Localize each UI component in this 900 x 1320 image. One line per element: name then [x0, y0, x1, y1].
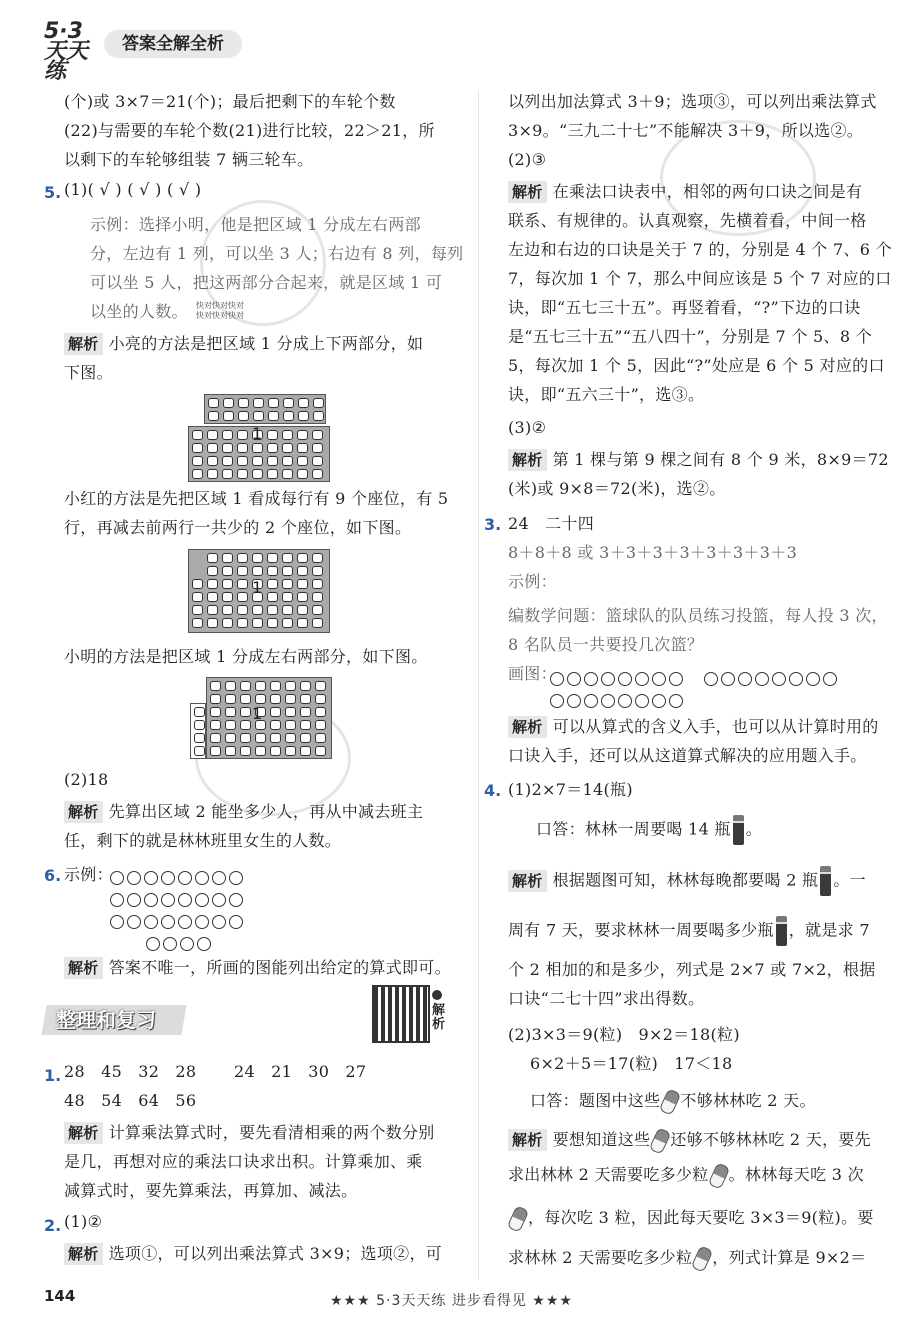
analysis-line — [64, 955, 451, 979]
pill-icon — [659, 1088, 682, 1116]
text-line: 小红的方法是先把区域 1 看成每行有 9 个座位，有 5 — [64, 489, 449, 508]
seat-icon — [225, 694, 236, 704]
analysis-line — [64, 331, 423, 355]
text-line: 以剩下的车轮够组装 7 辆三轮车。 — [64, 150, 314, 169]
seat-icon — [192, 618, 203, 628]
analysis-text: ，列式计算是 9×2＝ — [712, 1248, 867, 1267]
seat-icon — [270, 681, 281, 691]
seat-icon — [240, 733, 251, 743]
seat-icon — [207, 443, 218, 453]
seat-icon — [312, 553, 323, 563]
seat-icon — [297, 553, 308, 563]
analysis-text: 计算乘法算式时，要先看清相乘的两个数分别 — [108, 1123, 435, 1142]
analysis-tag: 解析 — [64, 1122, 103, 1144]
seat-icon — [297, 443, 308, 453]
seat-icon — [270, 694, 281, 704]
seat-icon — [298, 411, 309, 421]
analysis-line — [64, 1120, 435, 1144]
answer-line: 口答：林林一周要喝 14 瓶 。 — [536, 815, 762, 845]
seat-icon — [210, 720, 221, 730]
seat-icon — [240, 720, 251, 730]
seat-icon — [282, 605, 293, 615]
header-tag: 答案全解全析 — [104, 30, 242, 58]
seat-icon — [267, 443, 278, 453]
seat-icon — [222, 618, 233, 628]
seat-icon — [283, 398, 294, 408]
text-line: (米)或 9×8＝72(米)，选②。 — [508, 479, 726, 498]
drawing-label: 画图： — [508, 664, 557, 683]
seat-icon — [240, 707, 251, 717]
seat-icon — [237, 553, 248, 563]
seat-icon — [297, 469, 308, 479]
text-line: 诀，即“五六三十”，选③。 — [508, 385, 705, 404]
seat-icon — [282, 566, 293, 576]
seat-icon — [207, 456, 218, 466]
seat-icon — [252, 566, 263, 576]
seat-block-top — [204, 394, 326, 424]
question-number: 3. — [484, 515, 502, 534]
seat-icon — [315, 746, 326, 756]
seat-icon — [240, 681, 251, 691]
seat-icon — [268, 398, 279, 408]
analysis-text: ，每次吃 3 粒，因此每天要吃 3×3＝9(粒)。要 — [528, 1208, 874, 1227]
seat-icon — [192, 430, 203, 440]
seat-icon — [207, 469, 218, 479]
seat-icon — [282, 456, 293, 466]
analysis-text: 根据题图可知，林林每晚都要喝 2 瓶 — [552, 870, 819, 890]
analysis-tag: 解析 — [508, 870, 547, 892]
seat-icon — [267, 430, 278, 440]
analysis-tag: 解析 — [64, 1243, 103, 1265]
seat-icon — [237, 469, 248, 479]
circle-drawing — [110, 866, 246, 954]
example-line: 以坐的人数。 — [90, 302, 188, 321]
example-line: 分，左边有 1 列，可以坐 3 人；右边有 8 列，每列 — [90, 244, 464, 263]
seat-icon — [282, 443, 293, 453]
analysis-text: 先算出区域 2 能坐多少人，再从中减去班主 — [108, 802, 424, 821]
question-number: 5. — [44, 183, 62, 202]
page-number: 144 — [44, 1287, 76, 1305]
seat-icon — [313, 411, 324, 421]
bottle-icon — [776, 916, 787, 946]
region-label: 1 — [252, 704, 263, 723]
example-label: 示例： — [64, 865, 113, 884]
text-line: 下图。 — [64, 363, 113, 382]
seat-icon — [192, 469, 203, 479]
seat-block-right — [206, 677, 332, 759]
seat-icon — [282, 469, 293, 479]
text-line — [508, 1205, 874, 1231]
seat-icon — [315, 733, 326, 743]
seat-icon — [252, 469, 263, 479]
answer-line: (2)③ — [508, 150, 547, 169]
seat-icon — [210, 681, 221, 691]
analysis-line — [508, 179, 862, 203]
bottle-icon — [733, 815, 744, 845]
seat-icon — [223, 398, 234, 408]
pill-icon — [691, 1245, 714, 1273]
text-line: 诀，即“五七三十五”。再竖着看，“?”下边的口诀 — [508, 298, 861, 317]
analysis-text: 选项①，可以列出乘法算式 3×9；选项②，可 — [108, 1244, 443, 1263]
seat-icon — [207, 553, 218, 563]
pill-icon — [649, 1127, 672, 1155]
analysis-text: 求出林林 2 天需要吃多少粒 — [508, 1165, 709, 1184]
answer-line: (1)( √ ) ( √ ) ( √ ) — [64, 180, 202, 199]
answer-line: (2)3×3＝9(粒) 9×2＝18(粒) — [508, 1025, 740, 1044]
text-line: 口诀“二七十四”求出得数。 — [508, 989, 705, 1008]
seat-icon — [207, 566, 218, 576]
example-label: 示例： — [508, 572, 557, 591]
seat-icon — [252, 553, 263, 563]
analysis-line — [508, 447, 889, 471]
text-line: 行，再减去前两行一共少的 2 个座位，如下图。 — [64, 518, 412, 537]
seat-icon — [192, 443, 203, 453]
seat-icon — [267, 605, 278, 615]
seat-icon — [315, 720, 326, 730]
seat-icon — [223, 411, 234, 421]
seat-icon — [282, 592, 293, 602]
seat-icon — [297, 605, 308, 615]
question-number: 1. — [44, 1066, 62, 1085]
answer-text: 口答：题图中这些 — [530, 1091, 661, 1110]
seat-icon — [270, 707, 281, 717]
answer-text: 口答：林林一周要喝 14 瓶 — [536, 819, 731, 839]
seat-icon — [312, 566, 323, 576]
pill-icon — [507, 1205, 530, 1233]
text-line — [508, 916, 870, 946]
answer-line: 6×2＋5＝17(粒) 17＜18 — [530, 1054, 733, 1073]
seat-icon — [207, 605, 218, 615]
seat-icon — [270, 733, 281, 743]
analysis-text: 在乘法口诀表中，相邻的两句口诀之间是有 — [552, 182, 863, 201]
seat-icon — [282, 553, 293, 563]
seat-icon — [255, 681, 266, 691]
seat-icon — [225, 746, 236, 756]
text-line: 联系、有规律的。认真观察，先横着看，中间一格 — [508, 211, 867, 230]
seat-icon — [252, 618, 263, 628]
seat-icon — [252, 443, 263, 453]
seat-icon — [285, 746, 296, 756]
analysis-line — [508, 866, 866, 896]
seat-icon — [237, 605, 248, 615]
seat-icon — [208, 411, 219, 421]
answer-line — [530, 1088, 816, 1114]
analysis-tag: 解析 — [508, 716, 547, 738]
seat-icon — [222, 579, 233, 589]
seat-icon — [237, 579, 248, 589]
answer-line: (1)2×7＝14(瓶) — [508, 780, 633, 799]
seat-icon — [237, 592, 248, 602]
answer-line: (3)② — [508, 418, 547, 437]
seat-icon — [194, 733, 205, 743]
answer-line: 24 二十四 — [508, 514, 595, 533]
seat-icon — [210, 733, 221, 743]
seat-icon — [222, 456, 233, 466]
analysis-line — [64, 799, 423, 823]
seat-icon — [225, 707, 236, 717]
circle-drawing — [550, 667, 840, 711]
seat-icon — [207, 579, 218, 589]
seat-block-left — [190, 703, 206, 759]
seat-icon — [268, 411, 279, 421]
seat-icon — [255, 694, 266, 704]
answer-line: 28 45 32 28 24 21 30 27 — [64, 1062, 367, 1081]
seat-icon — [270, 746, 281, 756]
seat-icon — [313, 398, 324, 408]
seat-icon — [207, 592, 218, 602]
seat-icon — [192, 579, 203, 589]
seat-icon — [285, 681, 296, 691]
seat-icon — [312, 618, 323, 628]
seat-icon — [222, 443, 233, 453]
seat-icon — [300, 720, 311, 730]
analysis-text: 还够不够林林吃 2 天，要先 — [670, 1130, 871, 1149]
seat-icon — [297, 456, 308, 466]
stamp-text: 快对快对快对 — [196, 301, 244, 310]
seat-icon — [312, 456, 323, 466]
seat-icon — [312, 605, 323, 615]
seat-icon — [267, 553, 278, 563]
example-line: 编数学问题：篮球队的队员练习投篮，每人投 3 次， — [508, 606, 888, 625]
section-title: 整理和复习 — [56, 1008, 156, 1032]
question-number: 6. — [44, 866, 62, 885]
analysis-tag: 解析 — [508, 1129, 547, 1151]
seat-icon — [267, 469, 278, 479]
text-line: 口诀入手，还可以从这道算式解决的应用题入手。 — [508, 746, 867, 765]
analysis-text: 答案不唯一，所画的图能列出给定的算式即可。 — [108, 958, 451, 977]
text-line: 减算式时，要先算乘法，再算加、减法。 — [64, 1181, 358, 1200]
seat-icon — [297, 592, 308, 602]
analysis-text: 。一 — [833, 870, 866, 890]
text-line: 5，每次加 1 个 5，因此“?”处应是 6 个 5 对应的口 — [508, 356, 885, 375]
text-line: 是几，再想对应的乘法口诀求出积。计算乘加、乘 — [64, 1152, 423, 1171]
column-divider — [478, 90, 479, 1280]
seat-icon — [222, 553, 233, 563]
answer-line: (2)18 — [64, 770, 109, 789]
seat-icon — [285, 733, 296, 743]
text-line: (个)或 3×7＝21(个)；最后把剩下的车轮个数 — [64, 92, 396, 111]
seat-icon — [252, 456, 263, 466]
seat-icon — [297, 566, 308, 576]
text-line: 以列出加法算式 3＋9；选项③，可以列出乘法算式 — [508, 92, 877, 111]
pill-icon — [707, 1162, 730, 1190]
analysis-text: 。林林每天吃 3 次 — [728, 1165, 864, 1184]
seat-icon — [192, 592, 203, 602]
seat-icon — [315, 694, 326, 704]
seat-icon — [210, 707, 221, 717]
seat-icon — [270, 720, 281, 730]
answer-line: 8＋8＋8 或 3＋3＋3＋3＋3＋3＋3＋3 — [508, 543, 798, 562]
seat-icon — [300, 746, 311, 756]
text-line — [508, 1245, 866, 1271]
seat-icon — [225, 733, 236, 743]
text-line: 任，剩下的就是林林班里女生的人数。 — [64, 831, 342, 850]
seat-icon — [283, 411, 294, 421]
example-line: 示例：选择小明，他是把区域 1 分成左右两部 — [90, 215, 421, 234]
seat-icon — [285, 720, 296, 730]
seat-icon — [237, 456, 248, 466]
seat-icon — [255, 746, 266, 756]
text-line: 是“五七三十五”“五八四十”，分别是 7 个 5、8 个 — [508, 327, 873, 346]
seat-icon — [312, 443, 323, 453]
answer-text: 不够林林吃 2 天。 — [680, 1091, 816, 1110]
seat-icon — [222, 605, 233, 615]
seat-icon — [207, 430, 218, 440]
analysis-line — [64, 1241, 442, 1265]
seat-icon — [225, 720, 236, 730]
seat-icon — [267, 566, 278, 576]
seat-icon — [222, 430, 233, 440]
analysis-text: 可以从算式的含义入手，也可以从计算时用的 — [552, 717, 879, 736]
question-number: 2. — [44, 1216, 62, 1235]
seat-icon — [297, 618, 308, 628]
seat-icon — [208, 398, 219, 408]
text-line — [508, 1162, 864, 1188]
seat-icon — [300, 733, 311, 743]
seat-icon — [222, 592, 233, 602]
seat-icon — [285, 707, 296, 717]
example-line: 可以坐 5 人，把这两部分合起来，就是区域 1 可 — [90, 273, 443, 292]
analysis-text: 小亮的方法是把区域 1 分成上下两部分，如 — [108, 334, 424, 353]
text-line: 7，每次加 1 个 7，那么中间应该是 5 个 7 对应的口 — [508, 269, 892, 288]
seat-icon — [285, 694, 296, 704]
region-label: 1 — [252, 424, 263, 443]
seat-icon — [194, 707, 205, 717]
text-line: (22)与需要的车轮个数(21)进行比较，22＞21，所 — [64, 121, 435, 140]
seat-icon — [240, 746, 251, 756]
question-number: 4. — [484, 781, 502, 800]
qr-label — [432, 990, 446, 1032]
seat-icon — [315, 707, 326, 717]
seat-icon — [237, 430, 248, 440]
seat-icon — [267, 579, 278, 589]
qr-label-text: 解析 — [432, 1003, 446, 1032]
seat-icon — [298, 398, 309, 408]
analysis-text: 要想知道这些 — [552, 1130, 651, 1149]
seat-icon — [315, 681, 326, 691]
seat-icon — [267, 456, 278, 466]
answer-line: (1)② — [64, 1212, 103, 1231]
seat-icon — [300, 681, 311, 691]
seat-icon — [282, 618, 293, 628]
seat-icon — [237, 566, 248, 576]
seat-icon — [222, 566, 233, 576]
text-line: 小明的方法是把区域 1 分成左右两部分，如下图。 — [64, 647, 428, 666]
seat-icon — [282, 430, 293, 440]
analysis-tag: 解析 — [508, 449, 547, 471]
seat-icon — [297, 579, 308, 589]
region-label: 1 — [252, 578, 263, 597]
seat-icon — [225, 681, 236, 691]
seat-icon — [252, 605, 263, 615]
analysis-tag: 解析 — [64, 957, 103, 979]
analysis-tag: 解析 — [64, 801, 103, 823]
seat-icon — [237, 618, 248, 628]
seat-icon — [194, 746, 205, 756]
bottle-icon — [820, 866, 831, 896]
seat-icon — [253, 411, 264, 421]
analysis-tag: 解析 — [508, 181, 547, 203]
text-line: 个 2 相加的和是多少，列式是 2×7 或 7×2，根据 — [508, 960, 876, 979]
seat-icon — [194, 720, 205, 730]
analysis-text: 求林林 2 天需要吃多少粒 — [508, 1248, 693, 1267]
analysis-text: ，就是求 7 — [788, 920, 870, 940]
analysis-text: 周有 7 天，要求林林一周要喝多少瓶 — [508, 920, 774, 940]
seat-icon — [210, 694, 221, 704]
analysis-text: 第 1 棵与第 9 棵之间有 8 个 9 米，8×9＝72 — [552, 450, 889, 469]
seat-icon — [237, 443, 248, 453]
seat-icon — [255, 733, 266, 743]
seat-icon — [300, 707, 311, 717]
seat-icon — [207, 618, 218, 628]
text-line: 3×9。“三九二十七”不能解决 3＋9，所以选②。 — [508, 121, 864, 140]
seat-icon — [282, 579, 293, 589]
seat-icon — [267, 592, 278, 602]
seat-icon — [238, 411, 249, 421]
seat-icon — [222, 469, 233, 479]
seat-icon — [192, 456, 203, 466]
qr-code[interactable] — [372, 985, 430, 1043]
seat-icon — [267, 618, 278, 628]
seat-icon — [312, 579, 323, 589]
seat-icon — [253, 398, 264, 408]
seat-icon — [312, 592, 323, 602]
analysis-tag: 解析 — [64, 333, 103, 355]
seat-icon — [297, 430, 308, 440]
analysis-line — [508, 714, 879, 738]
seat-icon — [240, 694, 251, 704]
answer-line: 48 54 64 56 — [64, 1091, 197, 1110]
analysis-line — [508, 1127, 871, 1153]
example-line: 8 名队员一共要投几次篮？ — [508, 635, 704, 654]
seat-icon — [210, 746, 221, 756]
seat-icon — [300, 694, 311, 704]
seat-icon — [312, 469, 323, 479]
brand-logo: 5·3天天练 — [44, 19, 89, 84]
seat-icon — [312, 430, 323, 440]
stamp-text: 快对快对快对 — [196, 311, 244, 320]
text-line: 左边和右边的口诀是关于 7 的，分别是 4 个 7、6 个 — [508, 240, 892, 259]
seat-icon — [238, 398, 249, 408]
seat-icon — [192, 605, 203, 615]
footer-slogan: ★★★ 5·3天天练 进步看得见 ★★★ — [330, 1293, 573, 1309]
